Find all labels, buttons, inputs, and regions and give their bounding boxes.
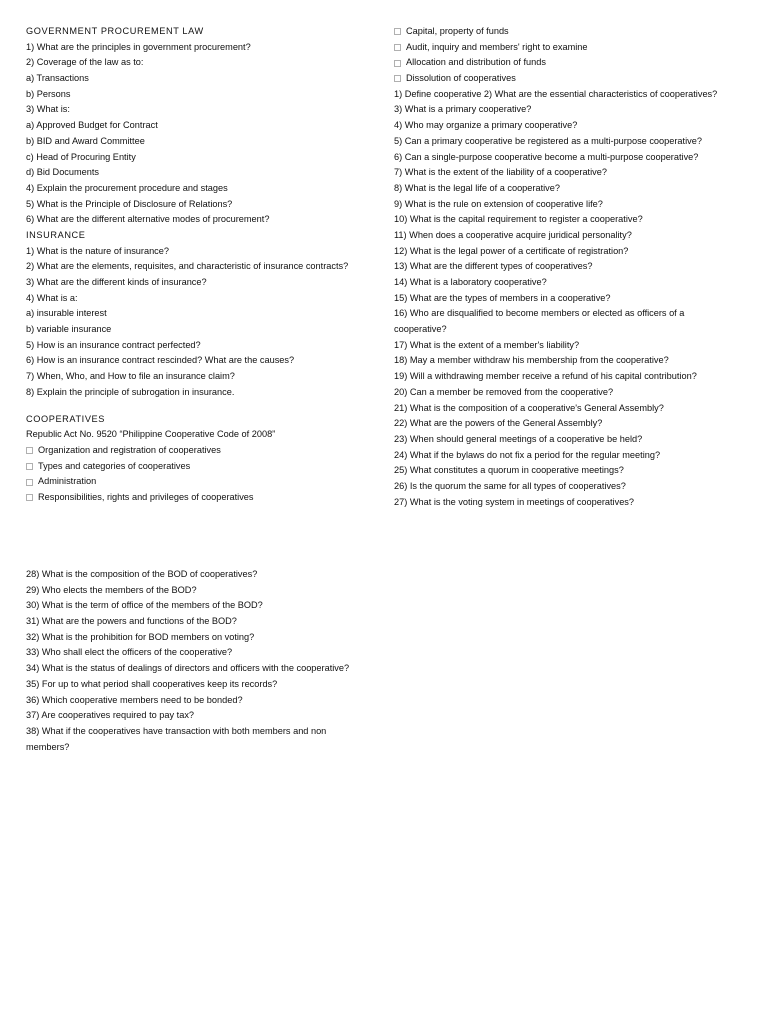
list-item: a) Transactions <box>26 73 89 84</box>
checkbox-icon <box>26 463 33 470</box>
list-item: 1) What are the principles in government procurement? <box>26 41 251 52</box>
left-column <box>26 24 376 506</box>
question-item: 36) Which cooperative members need to be bonded? <box>26 694 243 705</box>
question-item: 28) What is the composition of the BOD of cooperatives? <box>26 569 258 579</box>
question-item: 8) What is the legal life of a cooperative? <box>394 182 560 193</box>
question-item: 19) Will a withdrawing member receive a refund of his capital contribution? <box>394 371 697 382</box>
question-item: 32) What is the prohibition for BOD members on voting? <box>26 631 255 642</box>
question-item: 13) What are the different types of cooperatives? <box>394 261 593 272</box>
question-item: 9) What is the rule on extension of cooperative life? <box>394 198 603 209</box>
question-item: 27) What is the voting system in meetings of cooperatives? <box>394 496 635 507</box>
topic-item <box>394 40 739 56</box>
topic-label: Capital, property of funds <box>406 26 509 36</box>
topic-item <box>394 55 739 71</box>
question-item: 34) What is the status of dealings of directors and officers with the cooperative? <box>26 663 350 674</box>
list-item: 3) What are the different kinds of insurance? <box>26 277 207 287</box>
list-item: 4) What is a: <box>26 292 78 303</box>
question-item: 37) Are cooperatives required to pay tax? <box>26 710 195 721</box>
list-item: 5) What is the Principle of Disclosure of Relations? <box>26 198 233 209</box>
question-item: 4) Who may organize a primary cooperative? <box>394 120 578 131</box>
question-item: 31) What are the powers and functions of the BOD? <box>26 616 237 627</box>
topic-label: Organization and registration of cooperatives <box>38 444 221 455</box>
checkbox-icon <box>394 28 401 35</box>
question-item: 3) What is a primary cooperative? <box>394 104 532 115</box>
question-item: 26) Is the quorum the same for all types of cooperatives? <box>394 480 626 491</box>
topic-item <box>394 71 739 87</box>
topic-item <box>26 490 376 506</box>
question-item: 33) Who shall elect the officers of the cooperative? <box>26 647 233 658</box>
bottom-block <box>26 567 356 755</box>
checkbox-icon <box>394 44 401 51</box>
right-column <box>394 24 739 510</box>
checkbox-icon <box>26 494 33 501</box>
checkbox-icon <box>394 60 401 67</box>
topic-label: Responsibilities, rights and privileges of cooperatives <box>38 491 254 502</box>
question-item: 38) What if the cooperatives have transaction with both members and non members? <box>26 725 327 752</box>
section-heading-insurance: INSURANCE <box>26 229 86 240</box>
question-item: 11) When does a cooperative acquire juridical personality? <box>394 229 632 240</box>
question-item: 24) What if the bylaws do not fix a period for the regular meeting? <box>394 449 661 460</box>
list-item: 7) When, Who, and How to file an insurance claim? <box>26 371 235 382</box>
question-item: 29) Who elects the members of the BOD? <box>26 584 197 595</box>
question-item: 23) When should general meetings of a cooperative be held? <box>394 433 643 444</box>
list-item: 3) What is: <box>26 104 70 115</box>
question-item: 35) For up to what period shall cooperatives keep its records? <box>26 678 278 689</box>
topic-label: Dissolution of cooperatives <box>406 73 516 84</box>
question-item: 30) What is the term of office of the members of the BOD? <box>26 600 263 611</box>
question-item: 18) May a member withdraw his membership from the cooperative? <box>394 355 669 366</box>
checkbox-icon <box>26 479 33 486</box>
list-item: b) variable insurance <box>26 324 112 335</box>
topic-label: Types and categories of cooperatives <box>38 460 191 471</box>
checkbox-icon <box>394 75 401 82</box>
republic-act-title: Republic Act No. 9520 “Philippine Cooperative Code of 2008” <box>26 429 276 440</box>
topic-label: Administration <box>38 476 97 487</box>
topic-label: Audit, inquiry and members' right to examine <box>406 41 588 52</box>
question-item: 15) What are the types of members in a cooperative? <box>394 292 611 303</box>
topic-item <box>26 474 376 490</box>
list-item: b) BID and Award Committee <box>26 135 145 146</box>
list-item: 4) Explain the procurement procedure and stages <box>26 182 228 193</box>
question-item: 20) Can a member be removed from the cooperative? <box>394 386 614 397</box>
question-item: 7) What is the extent of the liability of a cooperative? <box>394 167 607 178</box>
question-item: 1) Define cooperative 2) What are the essential characteristics of cooperatives? <box>394 88 718 99</box>
question-item: 16) Who are disqualified to become members or elected as officers of a cooperative? <box>394 308 685 335</box>
list-item: c) Head of Procuring Entity <box>26 151 136 162</box>
topic-item <box>26 443 376 459</box>
topic-item <box>394 24 739 40</box>
question-item: 14) What is a laboratory cooperative? <box>394 277 547 287</box>
list-item: a) Approved Budget for Contract <box>26 120 158 131</box>
list-item: 2) What are the elements, requisites, and characteristic of insurance contracts? <box>26 261 349 272</box>
spacer <box>26 401 376 412</box>
section-heading-cooperatives: COOPERATIVES <box>26 413 106 424</box>
list-item: d) Bid Documents <box>26 167 100 178</box>
topic-label: Allocation and distribution of funds <box>406 57 546 68</box>
list-item: 1) What is the nature of insurance? <box>26 245 169 256</box>
question-item: 10) What is the capital requirement to register a cooperative? <box>394 214 643 225</box>
question-item: 12) What is the legal power of a certificate of registration? <box>394 245 629 256</box>
list-item: 6) How is an insurance contract rescinded? What are the causes? <box>26 355 295 366</box>
list-item: 8) Explain the principle of subrogation in insurance. <box>26 386 235 397</box>
question-item: 6) Can a single-purpose cooperative become a multi-purpose cooperative? <box>394 151 699 162</box>
list-item: 2) Coverage of the law as to: <box>26 57 144 68</box>
question-item: 17) What is the extent of a member's liability? <box>394 339 580 350</box>
section-heading-procurement: GOVERNMENT PROCUREMENT LAW <box>26 26 204 36</box>
question-item: 5) Can a primary cooperative be registered as a multi-purpose cooperative? <box>394 135 702 146</box>
list-item: b) Persons <box>26 88 71 99</box>
question-item: 21) What is the composition of a cooperative's General Assembly? <box>394 402 664 413</box>
list-item: 6) What are the different alternative modes of procurement? <box>26 214 270 225</box>
question-item: 22) What are the powers of the General Assembly? <box>394 418 603 429</box>
question-item: 25) What constitutes a quorum in cooperative meetings? <box>394 465 624 476</box>
topic-item <box>26 459 376 475</box>
list-item: 5) How is an insurance contract perfected? <box>26 339 201 350</box>
checkbox-icon <box>26 447 33 454</box>
list-item: a) insurable interest <box>26 308 107 319</box>
